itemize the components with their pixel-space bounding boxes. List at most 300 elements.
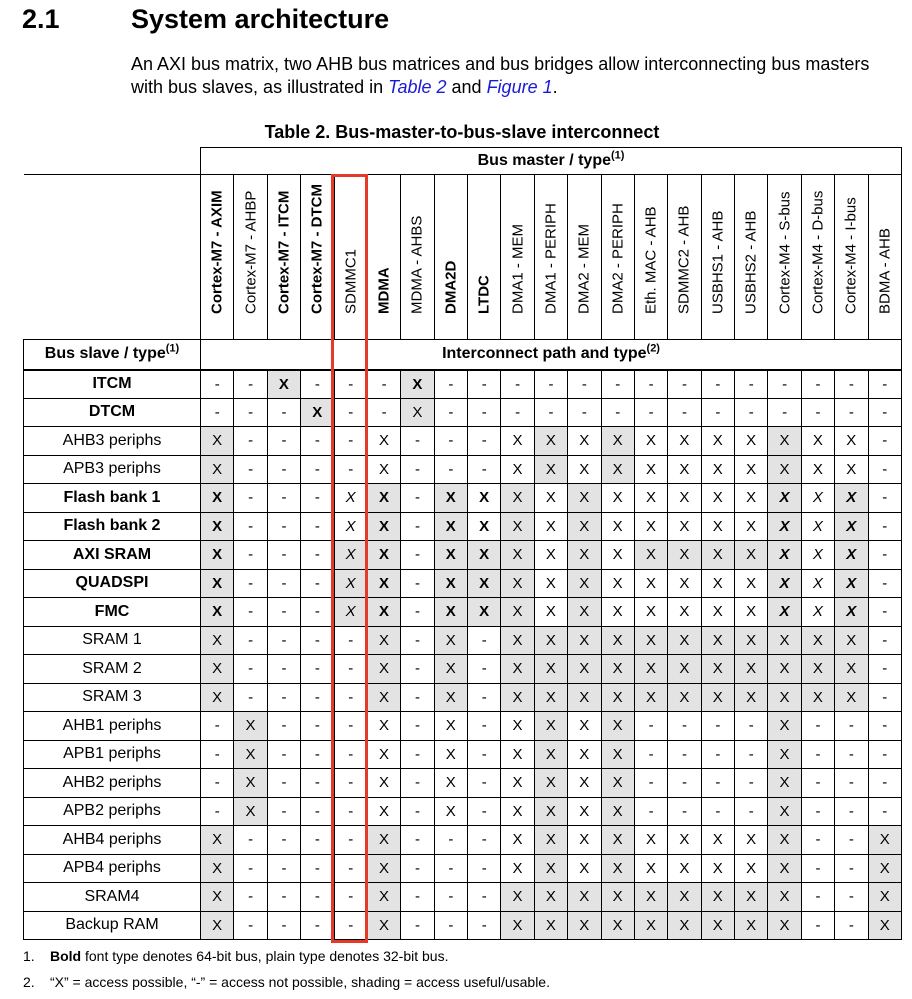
access-cell: X bbox=[735, 683, 768, 712]
slave-label: AHB4 periphs bbox=[24, 826, 201, 855]
table-caption: Table 2. Bus-master-to-bus-slave interconnect bbox=[264, 122, 660, 142]
access-cell: X bbox=[768, 598, 801, 627]
access-cell: X bbox=[835, 484, 868, 513]
access-cell: X bbox=[534, 427, 567, 456]
access-cell: X bbox=[501, 854, 534, 883]
table-row bbox=[24, 854, 902, 883]
master-label: DMA2D bbox=[442, 260, 460, 314]
access-cell: - bbox=[234, 655, 267, 684]
access-cell: - bbox=[401, 541, 434, 570]
access-cell: X bbox=[668, 655, 701, 684]
access-cell: - bbox=[868, 683, 902, 712]
access-cell: - bbox=[868, 398, 902, 427]
table-row bbox=[24, 712, 902, 741]
access-cell: - bbox=[267, 626, 300, 655]
access-cell: X bbox=[234, 797, 267, 826]
access-cell: - bbox=[301, 655, 334, 684]
master-label: Cortex-M4 - D-bus bbox=[809, 190, 827, 314]
access-cell: X bbox=[801, 569, 834, 598]
slave-label: AXI SRAM bbox=[24, 541, 201, 570]
access-cell: - bbox=[735, 797, 768, 826]
access-cell: X bbox=[634, 655, 667, 684]
access-cell: X bbox=[768, 911, 801, 940]
access-cell: - bbox=[434, 911, 467, 940]
access-cell: - bbox=[634, 370, 667, 399]
access-cell: X bbox=[701, 655, 734, 684]
access-cell: X bbox=[668, 854, 701, 883]
access-cell: X bbox=[568, 455, 601, 484]
access-cell: X bbox=[701, 911, 734, 940]
access-cell: - bbox=[401, 854, 434, 883]
access-cell: - bbox=[234, 370, 267, 399]
access-cell: - bbox=[267, 512, 300, 541]
access-cell: X bbox=[634, 598, 667, 627]
access-cell: X bbox=[201, 826, 234, 855]
master-label: Cortex-M7 - AHBP bbox=[242, 190, 260, 314]
access-cell: - bbox=[267, 455, 300, 484]
slave-label: AHB2 periphs bbox=[24, 769, 201, 798]
access-cell: - bbox=[701, 398, 734, 427]
master-label: SDMMC2 - AHB bbox=[675, 205, 693, 314]
access-cell: X bbox=[501, 598, 534, 627]
master-column-header bbox=[634, 175, 667, 340]
intro-paragraph bbox=[131, 53, 871, 99]
master-label: Cortex-M4 - S-bus bbox=[776, 191, 794, 314]
access-cell: X bbox=[701, 569, 734, 598]
master-column-header bbox=[501, 175, 534, 340]
access-cell: X bbox=[501, 655, 534, 684]
access-cell: X bbox=[201, 683, 234, 712]
access-cell: - bbox=[401, 484, 434, 513]
access-cell: X bbox=[501, 484, 534, 513]
master-column-header bbox=[234, 175, 267, 340]
access-cell: - bbox=[468, 883, 501, 912]
access-cell: - bbox=[768, 398, 801, 427]
access-cell: X bbox=[801, 598, 834, 627]
master-column-header bbox=[568, 175, 601, 340]
access-cell: - bbox=[334, 740, 367, 769]
access-cell: X bbox=[601, 427, 634, 456]
access-cell: - bbox=[301, 826, 334, 855]
access-cell: X bbox=[801, 427, 834, 456]
access-cell: X bbox=[434, 740, 467, 769]
access-cell: X bbox=[468, 512, 501, 541]
access-cell: X bbox=[534, 826, 567, 855]
access-cell: - bbox=[835, 712, 868, 741]
access-cell: - bbox=[701, 370, 734, 399]
access-cell: X bbox=[367, 427, 400, 456]
access-cell: X bbox=[534, 797, 567, 826]
access-cell: X bbox=[735, 598, 768, 627]
access-cell: - bbox=[334, 683, 367, 712]
access-cell: X bbox=[668, 541, 701, 570]
access-cell: X bbox=[568, 854, 601, 883]
access-cell: - bbox=[234, 569, 267, 598]
access-cell: X bbox=[668, 598, 701, 627]
master-label: USBHS2 - AHB bbox=[742, 210, 760, 314]
access-cell: - bbox=[301, 598, 334, 627]
access-cell: - bbox=[634, 712, 667, 741]
master-column-header bbox=[267, 175, 300, 340]
access-cell: X bbox=[501, 569, 534, 598]
access-cell: - bbox=[401, 427, 434, 456]
table-row bbox=[24, 797, 902, 826]
access-cell: X bbox=[534, 626, 567, 655]
access-cell: X bbox=[568, 626, 601, 655]
figure-link[interactable]: Figure 1 bbox=[486, 77, 553, 97]
access-cell: X bbox=[668, 883, 701, 912]
slave-label: SRAM 2 bbox=[24, 655, 201, 684]
slave-label: Flash bank 2 bbox=[24, 512, 201, 541]
access-cell: X bbox=[701, 826, 734, 855]
access-cell: - bbox=[868, 797, 902, 826]
access-cell: X bbox=[835, 541, 868, 570]
access-cell: X bbox=[434, 683, 467, 712]
access-cell: X bbox=[601, 512, 634, 541]
access-cell: X bbox=[801, 541, 834, 570]
access-cell: X bbox=[568, 769, 601, 798]
access-cell: X bbox=[434, 769, 467, 798]
access-cell: - bbox=[267, 826, 300, 855]
access-cell: X bbox=[501, 797, 534, 826]
access-cell: X bbox=[201, 598, 234, 627]
access-cell: X bbox=[801, 455, 834, 484]
access-cell: X bbox=[501, 512, 534, 541]
access-cell: - bbox=[234, 398, 267, 427]
access-cell: X bbox=[534, 883, 567, 912]
master-column-header bbox=[835, 175, 868, 340]
table-row bbox=[24, 398, 902, 427]
access-cell: - bbox=[434, 370, 467, 399]
access-cell: - bbox=[234, 683, 267, 712]
access-cell: X bbox=[634, 541, 667, 570]
access-cell: - bbox=[634, 797, 667, 826]
slave-label: FMC bbox=[24, 598, 201, 627]
interconnect-table bbox=[23, 147, 902, 940]
access-cell: - bbox=[267, 883, 300, 912]
access-cell: - bbox=[267, 740, 300, 769]
slave-label: SRAM 1 bbox=[24, 626, 201, 655]
access-cell: - bbox=[835, 854, 868, 883]
master-label: BDMA - AHB bbox=[876, 228, 894, 314]
access-cell: X bbox=[434, 598, 467, 627]
master-column-header bbox=[601, 175, 634, 340]
access-cell: - bbox=[468, 712, 501, 741]
access-cell: - bbox=[401, 797, 434, 826]
access-cell: - bbox=[301, 854, 334, 883]
access-cell: - bbox=[267, 484, 300, 513]
intro-text: An AXI bus matrix, two AHB bus matrices and bus bridges allow interconnecting bus masters with bus slaves, as illustrated in bbox=[131, 54, 870, 97]
access-cell: X bbox=[367, 797, 400, 826]
access-cell: X bbox=[534, 569, 567, 598]
access-cell: - bbox=[801, 370, 834, 399]
access-cell: X bbox=[601, 626, 634, 655]
access-cell: - bbox=[801, 398, 834, 427]
table-row bbox=[24, 740, 902, 769]
access-cell: X bbox=[434, 512, 467, 541]
access-cell: - bbox=[801, 712, 834, 741]
access-cell: X bbox=[735, 655, 768, 684]
slave-label: AHB3 periphs bbox=[24, 427, 201, 456]
access-cell: X bbox=[735, 826, 768, 855]
access-cell: - bbox=[868, 655, 902, 684]
access-cell: - bbox=[401, 455, 434, 484]
access-cell: - bbox=[835, 883, 868, 912]
master-column-header bbox=[534, 175, 567, 340]
access-cell: - bbox=[534, 370, 567, 399]
access-cell: - bbox=[634, 769, 667, 798]
access-cell: - bbox=[334, 655, 367, 684]
corner-blank-2 bbox=[24, 175, 201, 340]
access-cell: X bbox=[434, 655, 467, 684]
access-cell: X bbox=[568, 512, 601, 541]
access-cell: X bbox=[201, 512, 234, 541]
access-cell: X bbox=[434, 541, 467, 570]
access-cell: X bbox=[568, 541, 601, 570]
access-cell: X bbox=[601, 769, 634, 798]
master-label: MDMA bbox=[375, 267, 393, 314]
access-cell: X bbox=[501, 455, 534, 484]
access-cell: X bbox=[434, 626, 467, 655]
access-cell: X bbox=[501, 740, 534, 769]
master-label: DMA2 - MEM bbox=[575, 224, 593, 314]
access-cell: X bbox=[568, 712, 601, 741]
access-cell: - bbox=[234, 598, 267, 627]
access-cell: - bbox=[267, 398, 300, 427]
access-cell: X bbox=[501, 626, 534, 655]
bus-slave-header: Bus slave / type$^{(1)}$ bbox=[24, 340, 201, 370]
access-cell: - bbox=[601, 398, 634, 427]
access-cell: X bbox=[501, 769, 534, 798]
access-cell: X bbox=[835, 598, 868, 627]
access-cell: - bbox=[468, 655, 501, 684]
access-cell: X bbox=[534, 655, 567, 684]
access-cell: - bbox=[835, 740, 868, 769]
access-cell: X bbox=[701, 598, 734, 627]
table-row bbox=[24, 370, 902, 399]
access-cell: X bbox=[534, 512, 567, 541]
access-cell: X bbox=[801, 683, 834, 712]
access-cell: X bbox=[601, 455, 634, 484]
access-cell: - bbox=[601, 370, 634, 399]
access-cell: - bbox=[768, 370, 801, 399]
access-cell: X bbox=[468, 569, 501, 598]
access-cell: X bbox=[568, 598, 601, 627]
access-cell: X bbox=[367, 769, 400, 798]
access-cell: X bbox=[534, 712, 567, 741]
access-cell: - bbox=[334, 854, 367, 883]
access-cell: X bbox=[568, 883, 601, 912]
access-cell: X bbox=[367, 911, 400, 940]
access-cell: X bbox=[768, 854, 801, 883]
access-cell: X bbox=[768, 683, 801, 712]
access-cell: X bbox=[201, 854, 234, 883]
table-row bbox=[24, 883, 902, 912]
access-cell: - bbox=[301, 769, 334, 798]
access-cell: X bbox=[434, 712, 467, 741]
master-label: Cortex-M7 - ITCM bbox=[275, 190, 293, 314]
access-cell: X bbox=[601, 883, 634, 912]
table-link[interactable]: Table 2 bbox=[388, 77, 447, 97]
access-cell: X bbox=[601, 541, 634, 570]
access-cell: X bbox=[468, 598, 501, 627]
access-cell: X bbox=[701, 455, 734, 484]
access-cell: - bbox=[801, 854, 834, 883]
access-cell: X bbox=[534, 683, 567, 712]
access-cell: - bbox=[534, 398, 567, 427]
access-cell: X bbox=[701, 512, 734, 541]
master-label: Eth. MAC - AHB bbox=[642, 206, 660, 314]
access-cell: X bbox=[668, 455, 701, 484]
access-cell: X bbox=[534, 854, 567, 883]
access-cell: X bbox=[835, 655, 868, 684]
master-label: Cortex-M7 - AXIM bbox=[208, 190, 226, 314]
access-cell: X bbox=[201, 911, 234, 940]
access-cell: - bbox=[267, 598, 300, 627]
master-label: MDMA - AHBS bbox=[408, 215, 426, 314]
access-cell: X bbox=[768, 512, 801, 541]
access-cell: X bbox=[835, 512, 868, 541]
access-cell: X bbox=[768, 769, 801, 798]
access-cell: - bbox=[801, 769, 834, 798]
access-cell: X bbox=[367, 712, 400, 741]
slave-label: Flash bank 1 bbox=[24, 484, 201, 513]
access-cell: X bbox=[568, 797, 601, 826]
master-column-header bbox=[668, 175, 701, 340]
access-cell: - bbox=[434, 455, 467, 484]
access-cell: X bbox=[601, 569, 634, 598]
access-cell: - bbox=[301, 370, 334, 399]
master-label: Cortex-M7 - DTCM bbox=[308, 184, 326, 314]
access-cell: - bbox=[401, 883, 434, 912]
access-cell: - bbox=[735, 769, 768, 798]
access-cell: X bbox=[568, 911, 601, 940]
access-cell: - bbox=[801, 826, 834, 855]
access-cell: - bbox=[267, 569, 300, 598]
access-cell: X bbox=[835, 427, 868, 456]
access-cell: X bbox=[201, 427, 234, 456]
footnote-2: 2. “X” = access possible, “-” = access not possible, shading = access useful/usable. bbox=[23, 974, 550, 990]
access-cell: - bbox=[868, 740, 902, 769]
access-cell: - bbox=[468, 370, 501, 399]
access-cell: X bbox=[434, 569, 467, 598]
access-cell: - bbox=[234, 484, 267, 513]
access-cell: X bbox=[701, 854, 734, 883]
access-cell: - bbox=[234, 911, 267, 940]
access-cell: X bbox=[501, 883, 534, 912]
access-cell: - bbox=[334, 712, 367, 741]
access-cell: - bbox=[201, 797, 234, 826]
access-cell: X bbox=[501, 683, 534, 712]
access-cell: - bbox=[301, 569, 334, 598]
access-cell: X bbox=[735, 427, 768, 456]
table-row bbox=[24, 683, 902, 712]
access-cell: - bbox=[501, 370, 534, 399]
access-cell: X bbox=[568, 569, 601, 598]
access-cell: X bbox=[568, 427, 601, 456]
access-cell: X bbox=[534, 769, 567, 798]
access-cell: X bbox=[835, 626, 868, 655]
access-cell: - bbox=[267, 911, 300, 940]
access-cell: - bbox=[434, 427, 467, 456]
master-label: USBHS1 - AHB bbox=[709, 210, 727, 314]
access-cell: - bbox=[701, 797, 734, 826]
access-cell: - bbox=[301, 626, 334, 655]
access-cell: - bbox=[267, 854, 300, 883]
access-cell: X bbox=[534, 484, 567, 513]
master-label: LTDC bbox=[475, 275, 493, 314]
access-cell: X bbox=[501, 427, 534, 456]
access-cell: - bbox=[468, 740, 501, 769]
slave-label: QUADSPI bbox=[24, 569, 201, 598]
table-row bbox=[24, 769, 902, 798]
access-cell: X bbox=[401, 398, 434, 427]
access-cell: - bbox=[234, 854, 267, 883]
access-cell: X bbox=[735, 626, 768, 655]
master-label: DMA1 - PERIPH bbox=[542, 203, 560, 314]
access-cell: - bbox=[234, 883, 267, 912]
access-cell: X bbox=[701, 683, 734, 712]
access-cell: X bbox=[334, 484, 367, 513]
access-cell: - bbox=[868, 626, 902, 655]
access-cell: X bbox=[201, 484, 234, 513]
access-cell: X bbox=[735, 569, 768, 598]
access-cell: - bbox=[668, 740, 701, 769]
access-cell: - bbox=[835, 398, 868, 427]
access-cell: - bbox=[468, 427, 501, 456]
access-cell: - bbox=[735, 370, 768, 399]
access-cell: - bbox=[367, 398, 400, 427]
intro-period: . bbox=[552, 77, 558, 97]
access-cell: X bbox=[634, 683, 667, 712]
access-cell: X bbox=[668, 683, 701, 712]
access-cell: - bbox=[868, 484, 902, 513]
corner-blank bbox=[24, 148, 201, 175]
access-cell: X bbox=[601, 740, 634, 769]
access-cell: - bbox=[401, 769, 434, 798]
access-cell: - bbox=[301, 712, 334, 741]
access-cell: - bbox=[835, 797, 868, 826]
interconnect-path-header: Interconnect path and type$^{(2)}$ bbox=[201, 340, 902, 370]
slave-label: DTCM bbox=[24, 398, 201, 427]
access-cell: - bbox=[267, 683, 300, 712]
section-title: System architecture bbox=[131, 4, 390, 34]
access-cell: - bbox=[434, 826, 467, 855]
access-cell: X bbox=[801, 512, 834, 541]
access-cell: X bbox=[868, 911, 902, 940]
slave-label: APB1 periphs bbox=[24, 740, 201, 769]
access-cell: X bbox=[668, 484, 701, 513]
access-cell: X bbox=[668, 826, 701, 855]
access-cell: - bbox=[234, 541, 267, 570]
access-cell: - bbox=[401, 740, 434, 769]
table-row bbox=[24, 455, 902, 484]
access-cell: X bbox=[534, 911, 567, 940]
access-cell: - bbox=[468, 683, 501, 712]
access-cell: X bbox=[634, 484, 667, 513]
access-cell: - bbox=[668, 370, 701, 399]
access-cell: - bbox=[301, 797, 334, 826]
access-cell: - bbox=[401, 598, 434, 627]
access-cell: - bbox=[201, 370, 234, 399]
master-column-header bbox=[868, 175, 902, 340]
access-cell: - bbox=[301, 883, 334, 912]
access-cell: - bbox=[401, 655, 434, 684]
table-row bbox=[24, 541, 902, 570]
access-cell: X bbox=[234, 712, 267, 741]
access-cell: X bbox=[768, 427, 801, 456]
access-cell: - bbox=[301, 911, 334, 940]
